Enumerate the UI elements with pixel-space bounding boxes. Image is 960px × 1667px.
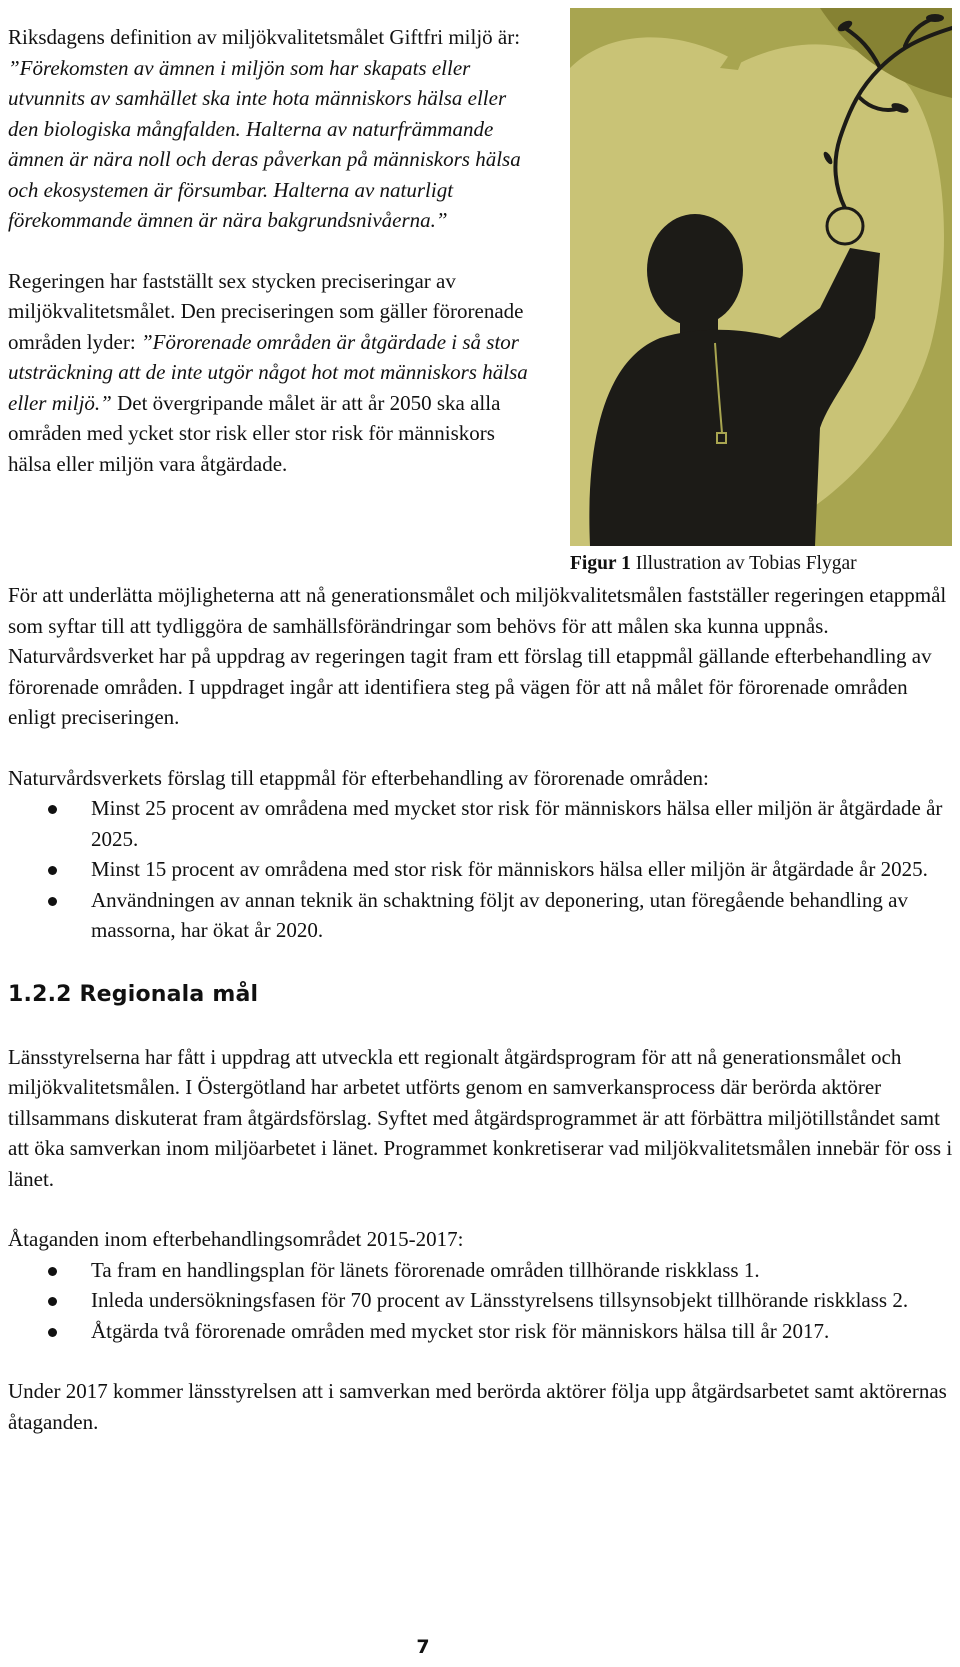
list-item: Användningen av annan teknik än schaktning följt av deponering, utan föregående behandling av massorna, har ökat år 2020. [8, 885, 953, 946]
bullet-icon [48, 866, 57, 875]
page-number: 7 [416, 1636, 430, 1658]
definition-lead: Riksdagens definition av miljökvalitetsmålet Giftfri miljö är: [8, 25, 521, 49]
body-paragraph-3: Under 2017 kommer länsstyrelsen att i samverkan med berörda aktörer följa upp åtgärdsarbetet samt aktörernas åtaganden. [8, 1379, 947, 1434]
body-paragraph-2: Länsstyrelserna har fått i uppdrag att utveckla ett regionalt åtgärdsprogram för att nå generationsmålet och miljökvalitetsmålen. I Östergötland har arbetet utförts genom en samverkansprocess där berörda aktörer tillsammans diskuterat fram åtgärdsförslag. Syftet med åtgärdsprogrammet är att förbättra miljötillståndet samt att öka samverkan inom miljöarbetet i länet. Programmet konkretiserar vad miljökvalitetsmålen innebär för oss i länet. [8, 1044, 953, 1191]
figure-caption [570, 552, 857, 576]
section-heading: 1.2.2 Regionala mål [8, 981, 259, 1007]
bullet-icon [48, 1267, 57, 1276]
definition-paragraph [8, 22, 533, 236]
definition-quote: ”Förekomsten av ämnen i miljön som har skapats eller utvunnits av samhället ska inte hota människors hälsa eller den biologiska mångfalden. Halterna av naturfrämmande ämnen är nära noll och deras påverkan på människors hälsa och ekosystemen är försumbar. Halterna av naturligt förekommande ämnen är nära bakgrundsnivåerna.” [8, 55, 521, 232]
precisering-lead: Regeringen har fastställt sex stycken preciseringar av miljökvalitetsmålet. Den preciseringen som gäller förorenade områden lyder: [8, 268, 524, 354]
body-paragraph-1: För att underlätta möjligheterna att nå generationsmålet och miljökvalitetsmålen fastställer regeringen etappmål som syftar till att tydliggöra de samhällsförändringar som behövs för att målen ska kunna uppnås. Naturvårdsverket har på uppdrag av regeringen tagit fram ett förslag till etappmål gällande efterbehandling av förorenade områden. I uppdraget ingår att identifiera steg på vägen för att nå målet för förorenade områden enligt preciseringen. [8, 583, 947, 729]
bullet-icon [48, 1297, 57, 1306]
list2-intro: Åtaganden inom efterbehandlingsområdet 2015-2017: [8, 1227, 464, 1251]
list-item: Ta fram en handlingsplan för länets förorenade områden tillhörande riskklass 1. [8, 1255, 953, 1286]
list1 [8, 793, 953, 946]
list-item: Åtgärda två förorenade områden med mycket stor risk för människors hälsa till år 2017. [8, 1316, 953, 1347]
caption-text: Illustration av Tobias Flygar [630, 553, 857, 574]
precisering-quote: ”Förorenade områden är åtgärdade i så stor utsträckning att de inte utgör något hot mot människors hälsa eller miljö.” [8, 329, 528, 415]
list-item: Minst 15 procent av områdena med stor risk för människors hälsa eller miljön är åtgärdade år 2025. [8, 854, 953, 885]
small-apple [827, 208, 863, 244]
list2 [8, 1255, 953, 1347]
illustration-figure [570, 8, 952, 546]
main-body [8, 580, 953, 1437]
caption-label: Figur 1 [570, 553, 631, 574]
apple-tree-illustration [570, 8, 952, 546]
intro-column [8, 22, 533, 509]
list1-intro: Naturvårdsverkets förslag till etappmål för efterbehandling av förorenade områden: [8, 765, 709, 790]
list-item: Inleda undersökningsfasen för 70 procent av Länsstyrelsens tillsynsobjekt tillhörande riskklass 2. [8, 1285, 953, 1316]
precisering-tail: Det övergripande målet är att år 2050 ska alla områden med ycket stor risk eller stor risk för människors hälsa eller miljön vara åtgärdade. [8, 390, 501, 476]
list-item: Minst 25 procent av områdena med mycket stor risk för människors hälsa eller miljön är åtgärdade år 2025. [8, 793, 953, 854]
bullet-icon [48, 897, 57, 906]
precisering-paragraph [8, 266, 533, 480]
bullet-icon [48, 805, 57, 814]
bullet-icon [48, 1328, 57, 1337]
